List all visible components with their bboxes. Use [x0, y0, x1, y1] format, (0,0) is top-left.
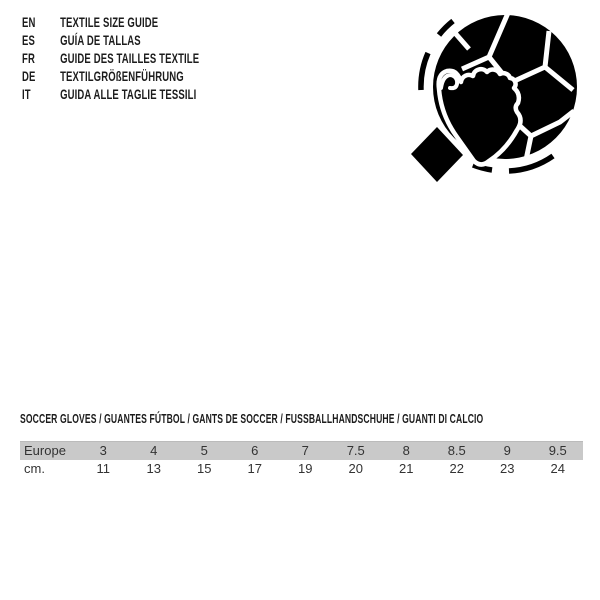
size-cell: 4 [150, 443, 158, 459]
size-table-title: SOCCER GLOVES / GUANTES FÚTBOL / GANTS DE SOCCER / FUSSBALLHANDSCHUHE / GUANTI DI CALCIO [20, 411, 484, 426]
language-label: TEXTILGRÖßENFÜHRUNG [60, 68, 184, 84]
size-cell: 19 [298, 461, 313, 476]
language-row [22, 67, 199, 85]
language-row [22, 85, 199, 103]
language-code: EN [22, 14, 36, 30]
size-cell: 7.5 [346, 443, 365, 459]
language-label: GUIDA ALLE TAGLIE TESSILI [60, 86, 197, 102]
language-row [22, 13, 199, 31]
size-table-row-cm [20, 460, 583, 478]
size-guide-section [20, 412, 583, 478]
size-cell: 3 [99, 443, 107, 459]
language-label: GUÍA DE TALLAS [60, 32, 141, 48]
size-cell: 21 [399, 461, 414, 476]
size-cell: 24 [550, 461, 565, 476]
language-label: GUIDE DES TAILLES TEXTILE [60, 50, 200, 66]
size-table-row-europe [20, 442, 583, 460]
size-cell: 8.5 [447, 443, 466, 459]
language-row [22, 49, 199, 67]
size-cell: 15 [197, 461, 212, 476]
language-label: TEXTILE SIZE GUIDE [60, 14, 159, 30]
glove-ball-svg [405, 5, 590, 190]
language-code: FR [22, 50, 35, 66]
size-cell: 20 [348, 461, 363, 476]
size-cell: 7 [301, 443, 309, 459]
language-code: ES [22, 32, 35, 48]
language-code: DE [22, 68, 36, 84]
size-cell: 23 [500, 461, 515, 476]
size-cell: 6 [251, 443, 259, 459]
size-row-label: cm. [24, 461, 45, 476]
size-row-label: Europe [24, 443, 66, 459]
language-list [22, 13, 199, 103]
size-cell: 5 [200, 443, 208, 459]
size-table [20, 441, 583, 478]
size-cell: 11 [96, 461, 110, 476]
size-cell: 8 [402, 443, 410, 459]
size-cell: 13 [146, 461, 161, 476]
language-code: IT [22, 86, 31, 102]
size-cell: 9 [503, 443, 511, 459]
size-cell: 9.5 [548, 443, 567, 459]
size-cell: 22 [449, 461, 464, 476]
goalkeeper-glove-soccer-ball-icon [405, 5, 590, 190]
size-cell: 17 [247, 461, 262, 476]
language-row [22, 31, 199, 49]
